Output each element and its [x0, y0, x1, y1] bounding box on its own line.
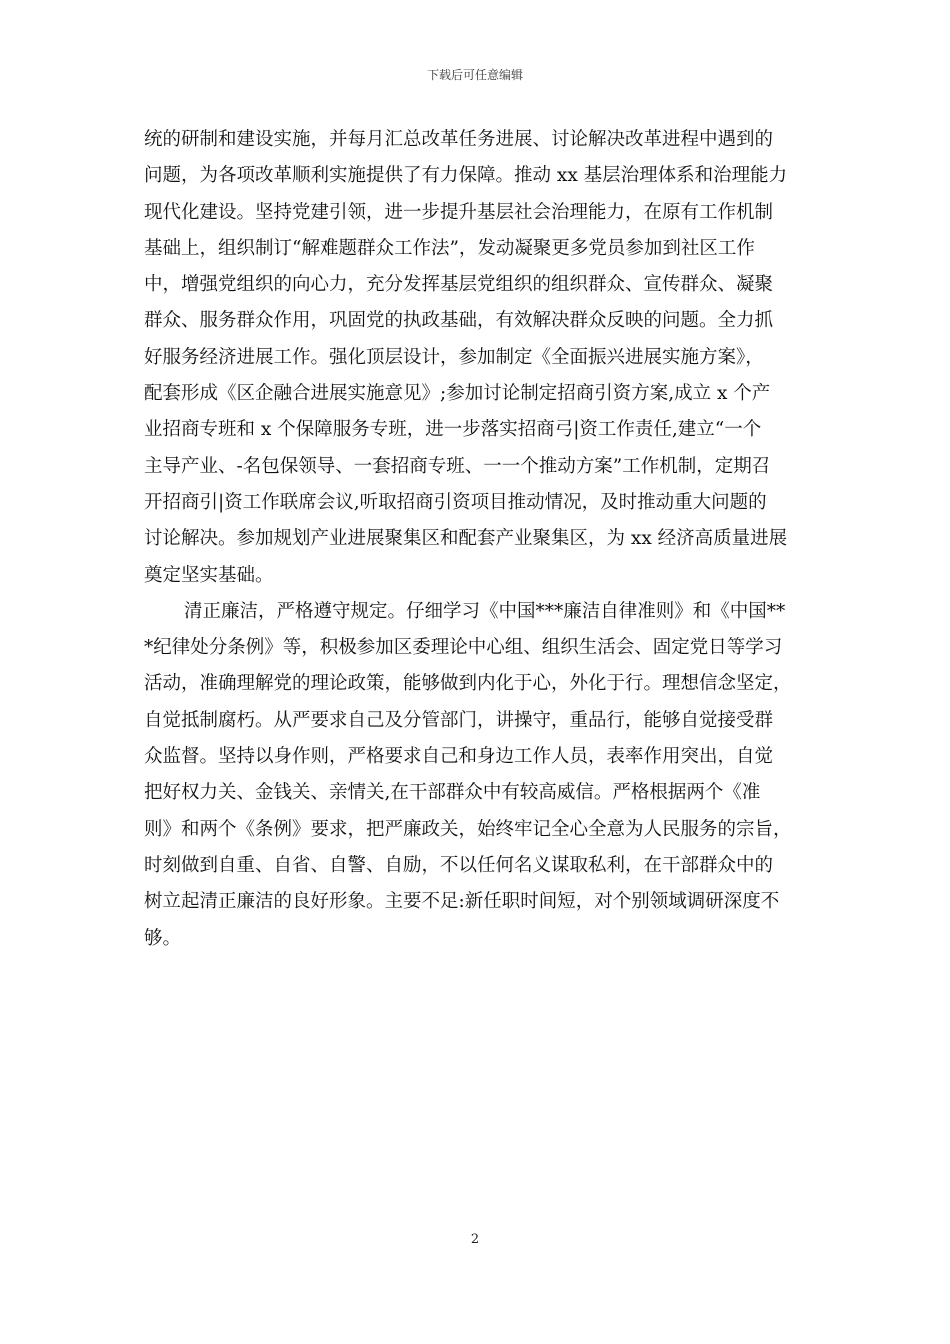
text-line: 奠定坚实基础。	[144, 564, 274, 586]
text-line: 基础上，组织制订“解难题群众工作法”，发动凝聚更多党员参加到社区工作	[144, 237, 755, 259]
text-line: 统的研制和建设实施，并每月汇总改革任务进展、讨论解决改革进程中遇到的	[144, 129, 774, 150]
text-line: 把好权力关、金钱关、亲情关,在干部群众中有较高威信。严格根据两个《准	[144, 782, 761, 804]
text-line: 配套形成《区企融合进展实施意见》;参加讨论制定招商引资方案,成立 x 个产	[144, 383, 771, 405]
paragraph-integrity	[144, 594, 808, 957]
text-line: 够。	[144, 927, 182, 949]
text-line: 主导产业、-名包保领导、一套招商专班、一一个推动方案”工作机制，定期召	[144, 455, 771, 477]
text-line: 问题，为各项改革顺利实施提供了有力保障。推动 xx 基层治理体系和治理能力	[144, 165, 788, 187]
text-line: 讨论解决。参加规划产业进展聚集区和配套产业聚集区，为 xx 经济高质量进展	[144, 528, 788, 550]
page-number: 2	[470, 1232, 480, 1247]
text-line: 自觉抵制腐朽。从严要求自己及分管部门，讲操守，重品行，能够自觉接受群	[144, 709, 774, 731]
text-line: 开招商引|资工作联席会议,听取招商引资项目推动情况，及时推动重大问题的	[144, 491, 767, 513]
text-line: 清正廉洁，严格遵守规定。仔细学习《中国***廉洁自律准则》和《中国**	[184, 600, 786, 622]
text-line: 中，增强党组织的向心力，充分发挥基层党组织的组织群众、宣传群众、凝聚	[144, 274, 774, 296]
text-line: 众监督。坚持以身作则，严格要求自己和身边工作人员，表率作用突出，自觉	[144, 746, 774, 768]
text-line: 则》和两个《条例》要求，把严廉政关，始终牢记全心全意为人民服务的宗旨，	[144, 818, 792, 840]
document-body	[144, 122, 808, 957]
text-line: 时刻做到自重、自省、自警、自励，不以任何名义谋取私利，在干部群众中的	[144, 854, 774, 876]
text-line: 业招商专班和 x 个保障服务专班，进一步落实招商弓|资工作责任,建立“一个	[144, 419, 762, 441]
page-header: 下载后可任意编辑	[426, 68, 523, 82]
text-line: 树立起清正廉洁的良好形象。主要不足:新任职时间短，对个别领域调研深度不	[144, 891, 780, 913]
text-line: 好服务经济进展工作。强化顶层设计，参加制定《全面振兴进展实施方案》，	[144, 346, 764, 368]
text-line: 群众、服务群众作用，巩固党的执政基础，有效解决群众反映的问题。全力抓	[144, 310, 774, 332]
text-line: *纪律处分条例》等，积极参加区委理论中心组、组织生活会、固定党日等学习	[144, 637, 783, 659]
text-line: 活动，准确理解党的理论政策，能够做到内化于心，外化于行。理想信念坚定，	[144, 673, 792, 695]
paragraph-reform	[144, 122, 808, 594]
text-line: 现代化建设。坚持党建引领，进一步提升基层社会治理能力，在原有工作机制	[144, 201, 774, 223]
